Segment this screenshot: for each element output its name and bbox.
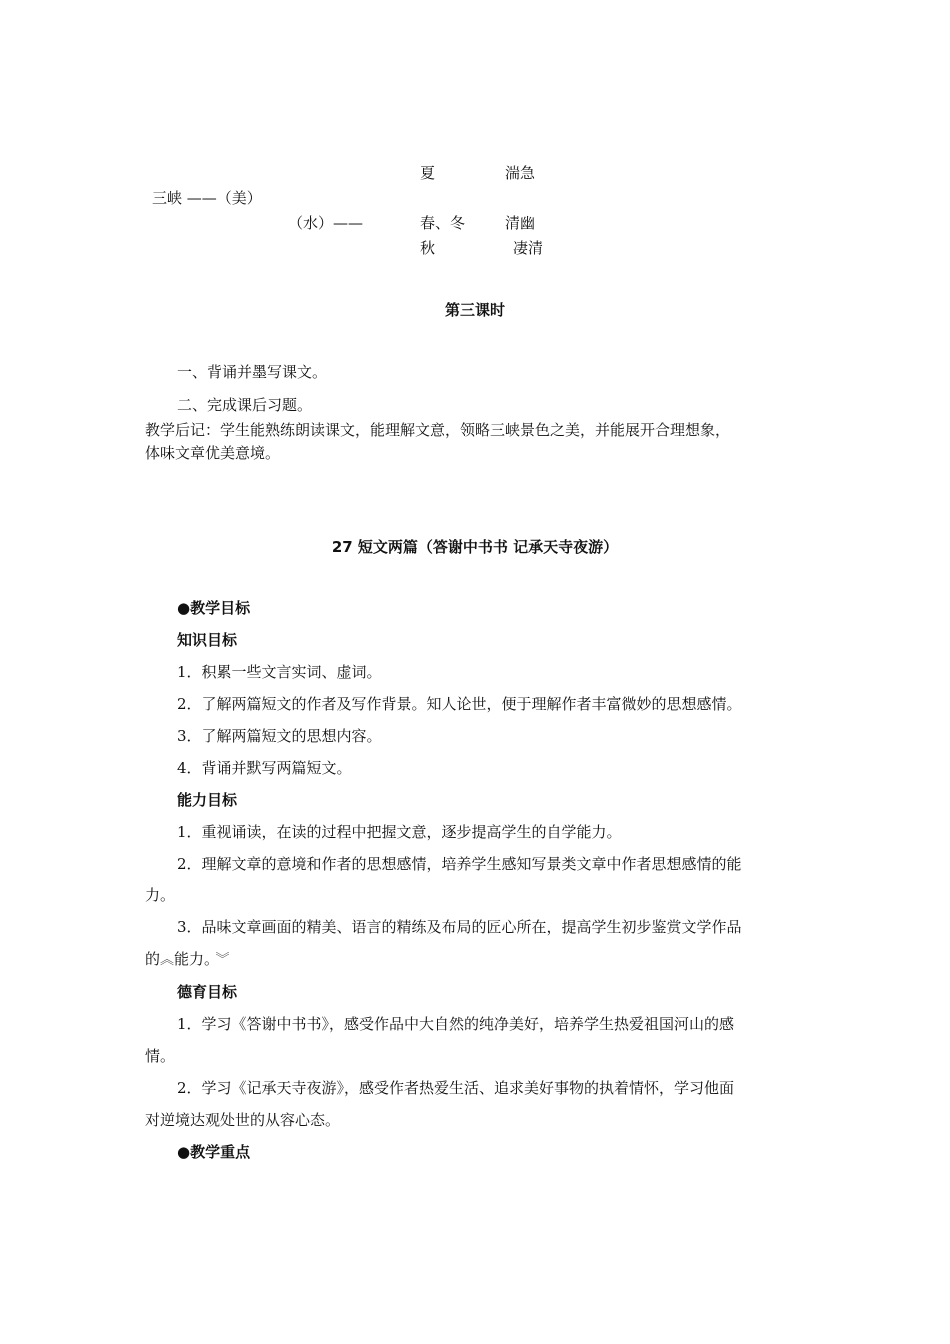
diagram-water: （水）——	[288, 214, 364, 232]
chevron-up-icon: ︽	[160, 952, 175, 968]
lesson3-item-1: 一、背诵并墨写课文。	[177, 363, 328, 381]
lesson3-title: 第三课时	[444, 301, 505, 319]
knowledge-item-2: 2．了解两篇短文的作者及写作背景。知人论世，便于理解作者丰富微妙的思想感情。	[177, 695, 742, 713]
moral-item-2-cont: 对逆境达观处世的从容心态。	[145, 1111, 341, 1129]
ability-item-3: 3．品味文章画面的精美、语言的精练及布局的匠心所在，提高学生初步鉴赏文学作品	[177, 918, 742, 936]
ability-heading: 能力目标	[177, 791, 238, 809]
knowledge-item-3: 3．了解两篇短文的思想内容。	[177, 727, 382, 745]
diagram-summer: 夏	[420, 164, 436, 182]
moral-item-1-cont: 情。	[145, 1047, 176, 1065]
lesson3-note-line1: 教学后记：学生能熟练朗读课文，能理解文意，领略三峡景色之美，并能展开合理想象，	[145, 421, 731, 439]
ability-item-3-cont	[145, 949, 230, 970]
lesson3-note-line2: 体味文章优美意境。	[145, 444, 281, 462]
goals-heading: ●教学目标	[177, 599, 251, 617]
ability-item-3-cont-b: 能力。	[174, 950, 212, 968]
lesson27-title: 27 短文两篇（答谢中书书 记承天寺夜游）	[331, 538, 619, 556]
ability-item-2-cont: 力。	[145, 886, 176, 904]
diagram-spring-winter: 春、冬	[420, 214, 466, 232]
diagram-autumn: 秋	[420, 239, 436, 257]
knowledge-item-4: 4．背诵并默写两篇短文。	[177, 759, 352, 777]
key-heading: ●教学重点	[177, 1143, 251, 1161]
moral-heading: 德育目标	[177, 983, 238, 1001]
moral-item-1: 1．学习《答谢中书书》，感受作品中大自然的纯净美好，培养学生热爱祖国河山的感	[177, 1015, 735, 1033]
moral-item-2: 2．学习《记承天寺夜游》，感受作者热爱生活、追求美好事物的执着情怀，学习他面	[177, 1079, 735, 1097]
ability-item-2: 2．理解文章的意境和作者的思想感情，培养学生感知写景类文章中作者思想感情的能	[177, 855, 742, 873]
diagram-clear: 清幽	[505, 214, 536, 232]
knowledge-item-1: 1．积累一些文言实词、虚词。	[177, 663, 382, 681]
chevron-down-icon: ︾	[215, 952, 230, 968]
knowledge-heading: 知识目标	[177, 631, 238, 649]
diagram-rapid: 湍急	[505, 164, 536, 182]
diagram-root: 三峡 ——（美）	[152, 189, 262, 207]
ability-item-1: 1．重视诵读，在读的过程中把握文意，逐步提高学生的自学能力。	[177, 823, 622, 841]
diagram-desolate: 凄清	[513, 239, 544, 257]
ability-item-3-cont-a: 的	[145, 950, 161, 968]
lesson3-item-2: 二、完成课后习题。	[177, 396, 313, 414]
